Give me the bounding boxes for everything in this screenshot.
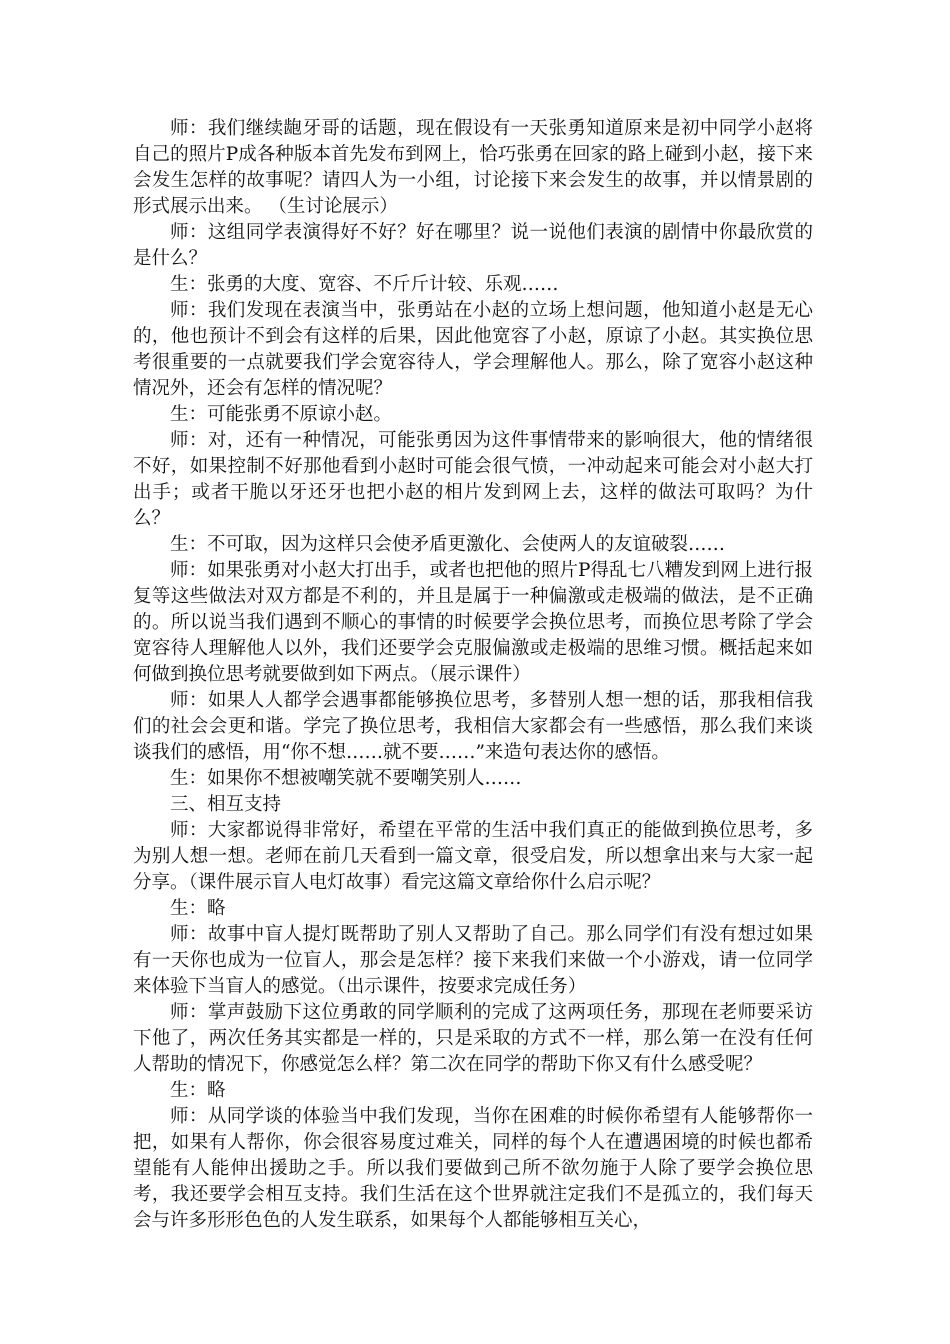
paragraph: 生：不可取，因为这样只会使矛盾更激化、会使两人的友谊破裂…… xyxy=(170,534,726,555)
paragraph: 生：张勇的大度、宽容、不斤斤计较、乐观…… xyxy=(170,274,559,295)
paragraph: 师：我们继续龅牙哥的话题，现在假设有一天张勇知道原来是初中同学小赵将自己的照片P成各种版本首先发布到网上，恰巧张勇在回家的路上碰到小赵，接下来会发生怎样的故事呢？请四人为一小组，讨论接下来会发生的故事，并以情景剧的形式展示出来。 （生讨论展示） xyxy=(133,118,813,217)
paragraph: 师：掌声鼓励下这位勇敢的同学顺利的完成了这两项任务，那现在老师要采访下他了，两次任务其实都是一样的，只是采取的方式不一样，那么第一在没有任何人帮助的情况下，你感觉怎么样？第二次在同学的帮助下你又有什么感受呢？ xyxy=(133,1002,813,1075)
paragraph: 生：略 xyxy=(170,898,226,919)
paragraph: 师：大家都说得非常好，希望在平常的生活中我们真正的能做到换位思考，多为别人想一想。老师在前几天看到一篇文章，很受启发，所以想拿出来与大家一起分享。（课件展示盲人电灯故事）看完这篇文章给你什么启示呢？ xyxy=(133,820,813,893)
document-page xyxy=(133,116,813,1234)
paragraph: 师：故事中盲人提灯既帮助了别人又帮助了自己。那么同学们有没有想过如果有一天你也成为一位盲人，那会是怎样？接下来我们来做一个小游戏，请一位同学来体验下当盲人的感觉。（出示课件，按要求完成任务） xyxy=(133,924,813,997)
paragraph: 师：这组同学表演得好不好？好在哪里？说一说他们表演的剧情中你最欣赏的是什么？ xyxy=(133,222,813,269)
paragraph: 师：我们发现在表演当中，张勇站在小赵的立场上想问题，他知道小赵是无心的，他也预计不到会有这样的后果，因此他宽容了小赵，原谅了小赵。其实换位思考很重要的一点就要我们学会宽容待人，学会理解他人。那么，除了宽容小赵这种情况外，还会有怎样的情况呢？ xyxy=(133,300,813,399)
paragraph: 生：如果你不想被嘲笑就不要嘲笑别人…… xyxy=(170,768,522,789)
paragraph: 师：如果张勇对小赵大打出手，或者也把他的照片P得乱七八糟发到网上进行报复等这些做法对双方都是不利的，并且是属于一种偏激或走极端的做法，是不正确的。所以说当我们遇到不顺心的事情的时候要学会换位思考，而换位思考除了学会宽容待人理解他人以外，我们还要学会克服偏激或走极端的思维习惯。概括起来如何做到换位思考就要做到如下两点。（展示课件） xyxy=(133,560,813,685)
paragraph: 师：从同学谈的体验当中我们发现，当你在困难的时候你希望有人能够帮你一把，如果有人帮你，你会很容易度过难关，同样的每个人在遭遇困境的时候也都希望能有人能伸出援助之手。所以我们要做到己所不欲勿施于人除了要学会换位思考，我还要学会相互支持。我们生活在这个世界就注定我们不是孤立的，我们每天会与许多形形色色的人发生联系，如果每个人都能够相互关心， xyxy=(133,1106,813,1231)
section-heading: 三、相互支持 xyxy=(170,794,282,815)
paragraph: 生：可能张勇不原谅小赵。 xyxy=(170,404,393,425)
paragraph: 生：略 xyxy=(170,1080,226,1101)
paragraph: 师：如果人人都学会遇事都能够换位思考，多替别人想一想的话，那我相信我们的社会会更和谐。学完了换位思考，我相信大家都会有一些感悟，那么我们来谈谈我们的感悟，用“你不想……就不要……”来造句表达你的感悟。 xyxy=(133,690,813,763)
paragraph: 师：对，还有一种情况，可能张勇因为这件事情带来的影响很大，他的情绪很不好，如果控制不好那他看到小赵时可能会很气愤，一冲动起来可能会对小赵大打出手；或者干脆以牙还牙也把小赵的相片发到网上去，这样的做法可取吗？为什么？ xyxy=(133,430,813,529)
